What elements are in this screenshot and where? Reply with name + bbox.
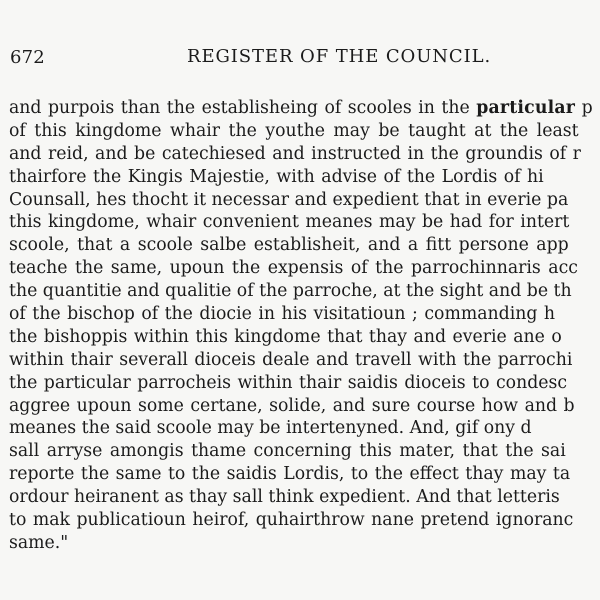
text-line: this kingdome, whair convenient meanes may be had for intert bbox=[9, 212, 570, 233]
text-line: ordour heiranent as thay sall think expedient. And that letteris bbox=[9, 487, 560, 508]
text-line: the quantitie and qualitie of the parroche, at the sight and be th bbox=[9, 281, 572, 302]
running-head: REGISTER OF THE COUNCIL. bbox=[187, 46, 492, 67]
text-line: within thair severall dioceis deale and travell with the parrochi bbox=[9, 349, 573, 370]
text-line: sall arryse amongis thame concerning this mater, that the sai bbox=[9, 441, 566, 462]
text-line: teache the same, upoun the expensis of the parrochinnaris acc bbox=[9, 258, 578, 279]
page-number: 672 bbox=[10, 47, 45, 68]
text-line: to mak publicatioun heirof, quhairthrow nane pretend ignoranc bbox=[9, 510, 574, 531]
text-line: the particular parrocheis within thair saidis dioceis to condesc bbox=[9, 372, 568, 393]
text-line: reporte the same to the saidis Lordis, to the effect thay may ta bbox=[9, 464, 571, 485]
text-line: the bishoppis within this kingdome that thay and everie ane o bbox=[9, 326, 562, 347]
text-line: aggree upoun some certane, solide, and sure course how and b bbox=[9, 395, 575, 416]
body-text bbox=[0, 97, 600, 555]
emphasized-word: particular bbox=[476, 98, 576, 118]
text-line: of this kingdome whair the youthe may be taught at the least bbox=[9, 120, 579, 141]
text-line: Counsall, hes thocht it necessar and expedient that in everie pa bbox=[9, 189, 569, 210]
text-line: same." bbox=[9, 532, 69, 553]
text-line: scoole, that a scoole salbe establisheit, and a fitt persone app bbox=[9, 235, 569, 256]
text-line: meanes the said scoole may be intertenyned. And, gif ony d bbox=[9, 418, 532, 439]
text-line: and purpois than the establisheing of scooles in the particular p bbox=[9, 98, 593, 118]
text-line: thairfore the Kingis Majestie, with advise of the Lordis of hi bbox=[9, 166, 544, 187]
text-line: and reid, and be catechiesed and instructed in the groundis of r bbox=[9, 143, 581, 164]
text-line: of the bischop of the diocie in his visitatioun ; commanding h bbox=[9, 304, 556, 325]
